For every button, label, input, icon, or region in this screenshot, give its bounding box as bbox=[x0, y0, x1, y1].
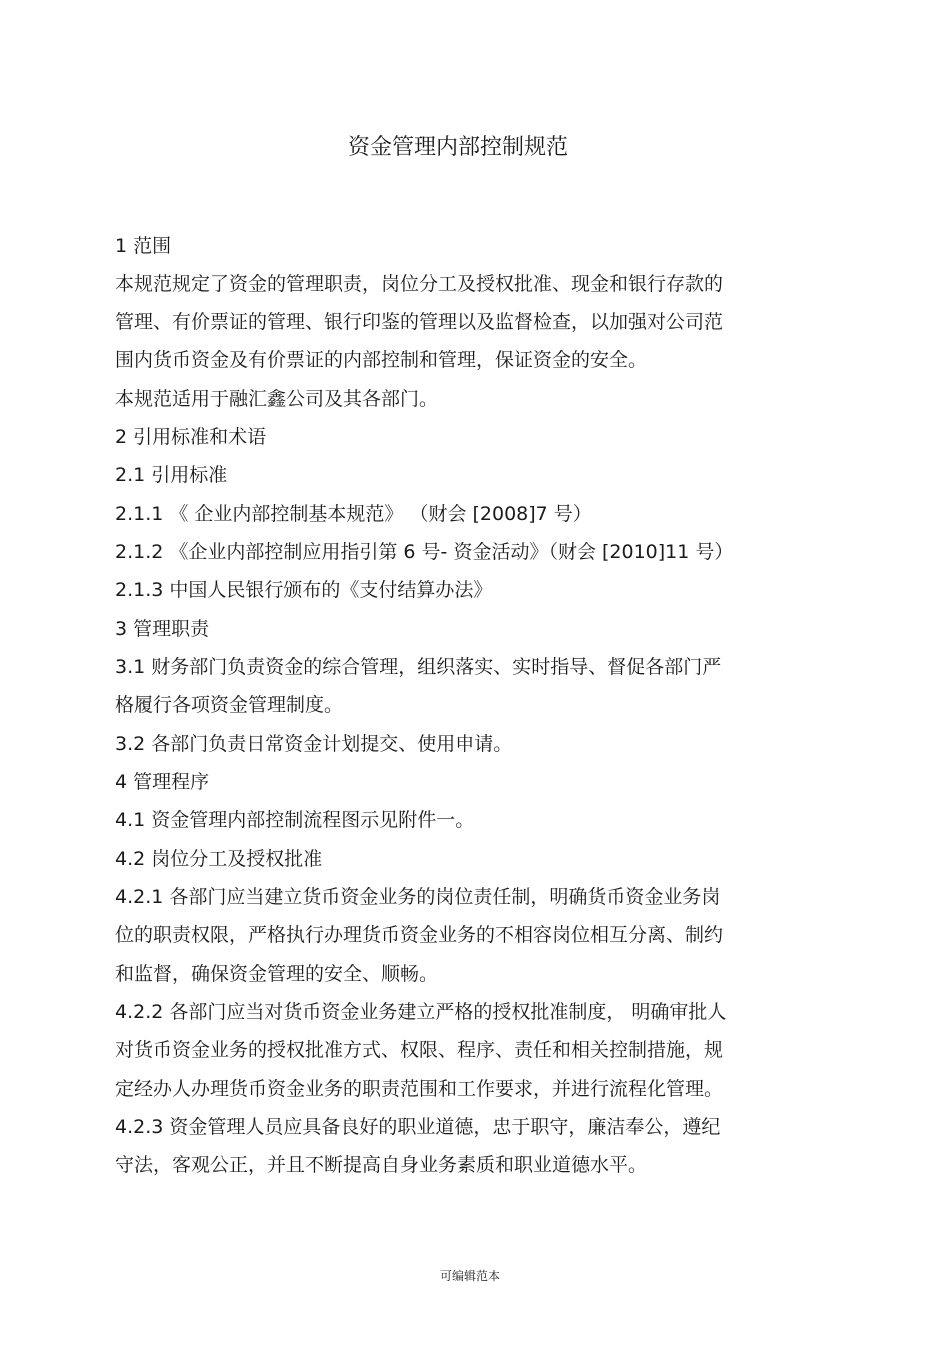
body-line: 和监督，确保资金管理的安全、顺畅。 bbox=[115, 963, 439, 985]
body-line: 格履行各项资金管理制度。 bbox=[115, 694, 344, 716]
body-line: 对货币资金业务的授权批准方式、权限、程序、责任和相关控制措施，规 bbox=[115, 1039, 724, 1061]
body-line: 围内货币资金及有价票证的内部控制和管理，保证资金的安全。 bbox=[115, 349, 648, 371]
document-title: 资金管理内部控制规范 bbox=[347, 135, 568, 160]
body-line: 本规范适用于融汇鑫公司及其各部门。 bbox=[115, 388, 439, 410]
section-heading: 4 管理程序 bbox=[115, 771, 210, 793]
body-line: 3.1 财务部门负责资金的综合管理，组织落实、实时指导、督促各部门严 bbox=[115, 656, 722, 678]
body-line: 4.2.2 各部门应当对货币资金业务建立严格的授权批准制度， 明确审批人 bbox=[115, 1001, 727, 1023]
section-heading: 1 范围 bbox=[115, 235, 172, 257]
body-line: 3.2 各部门负责日常资金计划提交、使用申请。 bbox=[115, 733, 513, 755]
body-line: 位的职责权限，严格执行办理货币资金业务的不相容岗位相互分离、制约 bbox=[115, 924, 724, 946]
page-footer: 可编辑范本 bbox=[439, 1269, 500, 1283]
reference-item: 2.1.1 《 企业内部控制基本规范》 （财会 [2008]7 号） bbox=[115, 503, 592, 525]
subsection-heading: 4.2 岗位分工及授权批准 bbox=[115, 848, 323, 870]
subsection-heading: 2.1 引用标准 bbox=[115, 464, 228, 486]
body-line: 4.2.1 各部门应当建立货币资金业务的岗位责任制，明确货币资金业务岗 bbox=[115, 886, 721, 908]
body-line: 守法，客观公正，并且不断提高自身业务素质和职业道德水平。 bbox=[115, 1154, 648, 1176]
body-line: 4.1 资金管理内部控制流程图示见附件一。 bbox=[115, 809, 475, 831]
body-line: 定经办人办理货币资金业务的职责范围和工作要求，并进行流程化管理。 bbox=[115, 1078, 724, 1100]
section-heading: 3 管理职责 bbox=[115, 618, 210, 640]
body-line: 本规范规定了资金的管理职责，岗位分工及授权批准、现金和银行存款的 bbox=[115, 273, 724, 295]
body-line: 4.2.3 资金管理人员应具备良好的职业道德，忠于职守，廉洁奉公，遵纪 bbox=[115, 1116, 721, 1138]
body-line: 管理、有价票证的管理、银行印鉴的管理以及监督检查，以加强对公司范 bbox=[115, 311, 724, 333]
reference-item: 2.1.3 中国人民银行颁布的《支付结算办法》 bbox=[115, 579, 493, 601]
reference-item: 2.1.2 《企业内部控制应用指引第 6 号- 资金活动》（财会 [2010]11 号） bbox=[115, 541, 734, 563]
section-heading: 2 引用标准和术语 bbox=[115, 426, 267, 448]
